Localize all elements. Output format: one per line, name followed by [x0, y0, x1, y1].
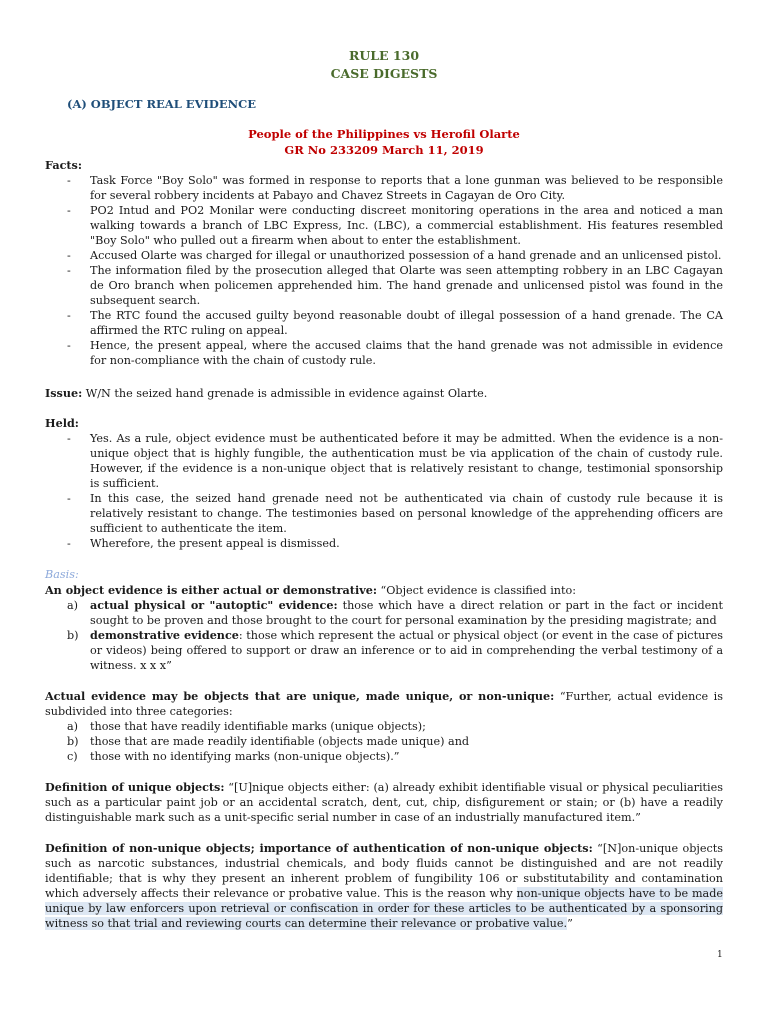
list-marker: b) — [67, 629, 79, 642]
basis-p1-text: “Object evidence is classified into: — [376, 584, 576, 597]
list-item — [45, 749, 723, 764]
list-item-text: those which have a direct relation or part in the fact or incident sought to be proven and those brought to the court for personal examination by the presiding magistrate; and — [90, 599, 723, 627]
section-heading: (A) OBJECT REAL EVIDENCE — [67, 97, 257, 111]
facts-label: Facts: — [45, 158, 82, 172]
list-item: - In this case, the seized hand grenade need not be authenticated via chain of custody rule because it is relatively resistant to change. The testimonies based on personal knowledge of the apprehending officers are sufficient to authenticate the item. — [45, 491, 723, 536]
list-item: - Wherefore, the present appeal is dismissed. — [45, 536, 723, 551]
list-item: - PO2 Intud and PO2 Monilar were conducting discreet monitoring operations in the area and noticed a man walking towards a branch of LBC Express, Inc. (LBC), a commercial establishment. His features resembled "Boy Solo" who pulled out a firearm when about to enter the establishment. — [45, 203, 723, 248]
list-item-text: those that have readily identifiable marks (unique objects); — [90, 720, 426, 733]
list-item: - The information filed by the prosecution alleged that Olarte was seen attempting robbery in an LBC Cagayan de Oro branch when policemen apprehended him. The hand grenade and unlicensed pistol was found in the subsequent search. — [45, 263, 723, 308]
basis-p4-text: “[N]on-unique objects such as narcotic substances, industrial chemicals, and body fluids cannot be distinguished and are not readily identifiable; that is why they present an inherent problem of fungibility 106 or substitutability and contamination which adversely affects their relevance or probative value. This is the reason why — [45, 842, 723, 900]
basis-p4-lead: Definition of non-unique objects; importance of authentication of non-unique objects: — [45, 841, 593, 855]
list-item-text: those that are made readily identifiable (objects made unique) and — [90, 735, 470, 748]
list-marker: c) — [67, 750, 78, 763]
case-title: People of the Philippines vs Herofil Olarte — [248, 127, 520, 141]
held-label: Held: — [45, 416, 79, 430]
basis-paragraph-2 — [45, 689, 723, 719]
list-item-text: : those which represent the actual or physical object (or event in the case of pictures or videos) being offered to support or draw an inference or to aid in comprehending the verbal testimony of a witness. x x x” — [90, 629, 723, 672]
held-list — [45, 431, 723, 551]
basis-p2-text: “Further, actual evidence is subdivided into three categories: — [45, 690, 723, 718]
list-item — [45, 719, 723, 734]
basis-label: Basis: — [45, 568, 79, 581]
list-item — [45, 628, 723, 673]
basis-paragraph-1 — [45, 583, 723, 598]
list-item-text: those with no identifying marks (non-unique objects).” — [90, 750, 400, 763]
actual-evidence-categories — [45, 719, 723, 764]
basis-paragraph-3 — [45, 780, 723, 825]
document-title: RULE 130 — [348, 48, 420, 63]
basis-p3-text: “[U]nique objects either: (a) already exhibit identifiable visual or physical peculiarities such as a particular paint job or an accidental scratch, dent, cut, chip, disfigurement or stain; or (b) have a readily distinguishable mark such as a unit-specific serial number in case of an industrially manufactured item.” — [45, 781, 723, 824]
basis-p3-lead: Definition of unique objects: — [45, 780, 225, 794]
facts-list — [45, 173, 723, 368]
list-item — [45, 734, 723, 749]
basis-paragraph-4 — [45, 841, 723, 931]
list-item: - Hence, the present appeal, where the accused claims that the hand grenade was not admissible in evidence for non-compliance with the chain of custody rule. — [45, 338, 723, 368]
list-item-lead: demonstrative evidence — [90, 628, 239, 642]
page-number: 1 — [717, 950, 723, 960]
list-marker: b) — [67, 735, 79, 748]
list-item: - Task Force "Boy Solo" was formed in response to reports that a lone gunman was believed to be responsible for several robbery incidents at Pabayo and Chavez Streets in Cagayan de Oro City. — [45, 173, 723, 203]
list-item — [45, 598, 723, 628]
issue-label: Issue: — [45, 386, 83, 400]
list-marker: a) — [67, 720, 79, 733]
issue-text: W/N the seized hand grenade is admissible in evidence against Olarte. — [82, 387, 488, 400]
basis-p4-end: ” — [567, 917, 573, 930]
list-marker: a) — [67, 599, 79, 612]
basis-p2-lead: Actual evidence may be objects that are unique, made unique, or non-unique: — [45, 689, 555, 703]
issue-paragraph — [45, 386, 723, 401]
case-gr-number: GR No 233209 March 11, 2019 — [284, 143, 484, 157]
highlighted-text: non-unique objects have to be made unique by law enforcers upon retrieval or confiscation in order for these articles to be authenticated by a sponsoring witness so that trial and reviewing courts can determine their relevance or probative value. — [45, 887, 724, 930]
object-evidence-classes — [45, 598, 723, 673]
list-item: - The RTC found the accused guilty beyond reasonable doubt of illegal possession of a hand grenade. The CA affirmed the RTC ruling on appeal. — [45, 308, 723, 338]
list-item: - Accused Olarte was charged for illegal or unauthorized possession of a hand grenade and an unlicensed pistol. — [45, 248, 723, 263]
basis-p1-lead: An object evidence is either actual or demonstrative: — [45, 583, 377, 597]
document-subtitle: CASE DIGESTS — [330, 66, 438, 81]
list-item: - Yes. As a rule, object evidence must be authenticated before it may be admitted. When the evidence is a non-unique object that is highly fungible, the authentication must be via application of the chain of custody rule. However, if the evidence is a non-unique object that is relatively resistant to change, testimonial sponsorship is sufficient. — [45, 431, 723, 491]
list-item-lead: actual physical or "autoptic" evidence: — [90, 598, 338, 612]
